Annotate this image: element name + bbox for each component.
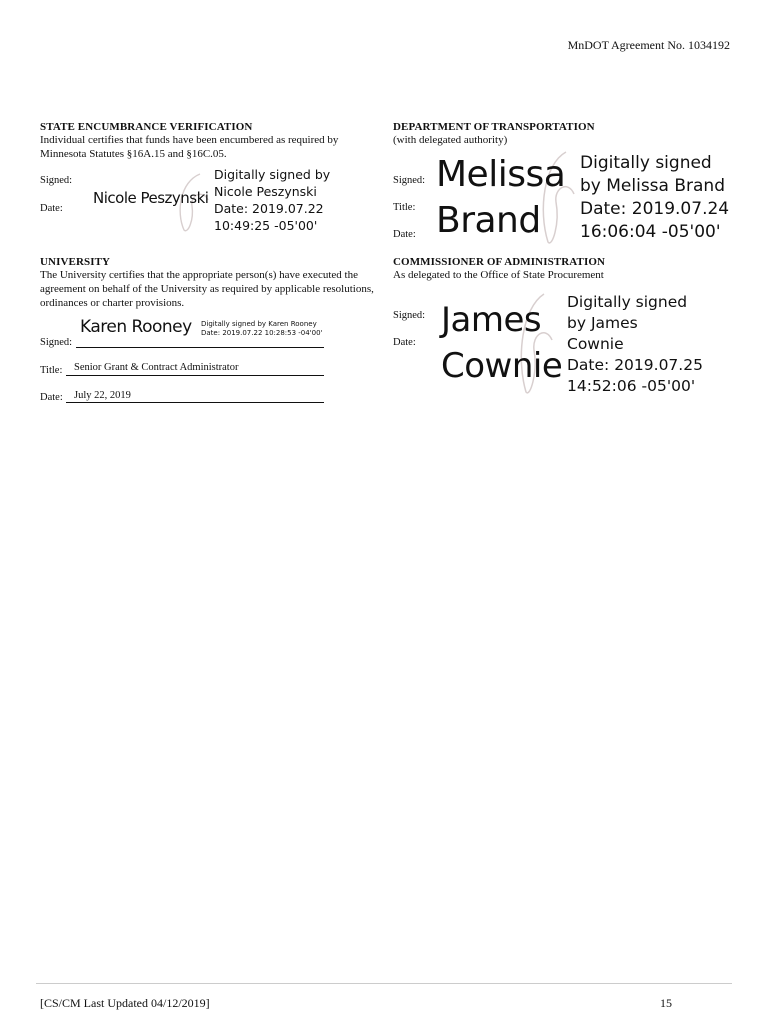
agreement-number: MnDOT Agreement No. 1034192: [567, 38, 730, 52]
encumbrance-signature-info: [214, 166, 330, 234]
sig-info-line: 16:06:04 -05'00': [580, 222, 721, 242]
university-title-value: Senior Grant & Contract Administrator: [74, 362, 239, 373]
university-date-label: Date:: [40, 392, 63, 403]
sig-info-line: Date: 2019.07.25: [567, 356, 703, 374]
sig-info-line: 14:52:06 -05'00': [567, 377, 696, 395]
encumbrance-signed-label: Signed:: [40, 175, 73, 186]
administration-heading: COMMISSIONER OF ADMINISTRATION: [393, 256, 606, 268]
dot-title-label: Title:: [393, 202, 416, 213]
signature-line: Melissa: [436, 154, 566, 195]
signature-line: James: [441, 300, 542, 340]
sig-info-line: Date: 2019.07.22: [214, 201, 324, 216]
sig-info-line: Digitally signed by Karen Rooney: [201, 320, 317, 328]
dot-heading: DEPARTMENT OF TRANSPORTATION: [393, 121, 595, 133]
encumbrance-heading: STATE ENCUMBRANCE VERIFICATION: [40, 121, 253, 133]
encumbrance-signature-name: Nicole Peszynski: [93, 189, 209, 207]
university-title-label: Title:: [40, 365, 63, 376]
university-text: The University certifies that the appropriate person(s) have executed the agreement on behalf of the University as required by applicable resolutions, ordinances or charter provisions.: [40, 269, 374, 309]
university-signature-info: [201, 320, 322, 338]
sig-info-line: Cownie: [567, 335, 624, 353]
title-underline: [66, 375, 324, 376]
university-heading: UNIVERSITY: [40, 256, 111, 268]
page-number: 15: [660, 996, 672, 1010]
footer-rule: [36, 983, 732, 984]
administration-date-label: Date:: [393, 337, 416, 348]
dot-subheading: (with delegated authority): [393, 134, 508, 146]
sig-info-line: Date: 2019.07.22 10:28:53 -04'00': [201, 329, 323, 337]
footer-last-updated: [CS/CM Last Updated 04/12/2019]: [40, 996, 210, 1010]
encumbrance-text: Individual certifies that funds have been encumbered as required by Minnesota Statutes §16A.15 and §16C.05.: [40, 134, 339, 160]
sig-info-line: Digitally signed by: [214, 167, 331, 182]
sig-info-line: Date: 2019.07.24: [580, 199, 730, 219]
university-signed-label: Signed:: [40, 337, 73, 348]
dot-signature-info: [580, 152, 729, 244]
signed-underline: [76, 347, 324, 348]
signature-line: Brand: [436, 200, 541, 241]
signature-line: Cownie: [441, 346, 563, 386]
dot-signed-label: Signed:: [393, 175, 426, 186]
administration-signature-name: [441, 297, 562, 389]
university-date-value: July 22, 2019: [74, 390, 131, 401]
administration-subheading: As delegated to the Office of State Procurement: [393, 269, 604, 281]
administration-signed-label: Signed:: [393, 310, 426, 321]
university-signature-name: Karen Rooney: [80, 317, 192, 337]
sig-info-line: Nicole Peszynski: [214, 184, 317, 199]
sig-info-line: Digitally signed: [567, 293, 688, 311]
dot-signature-name: [436, 152, 565, 244]
sig-info-line: 10:49:25 -05'00': [214, 218, 318, 233]
dot-date-label: Date:: [393, 229, 416, 240]
sig-info-line: by Melissa Brand: [580, 176, 725, 196]
date-underline: [66, 402, 324, 403]
administration-signature-info: [567, 292, 703, 397]
sig-info-line: Digitally signed: [580, 153, 712, 173]
sig-info-line: by James: [567, 314, 638, 332]
encumbrance-date-label: Date:: [40, 203, 63, 214]
